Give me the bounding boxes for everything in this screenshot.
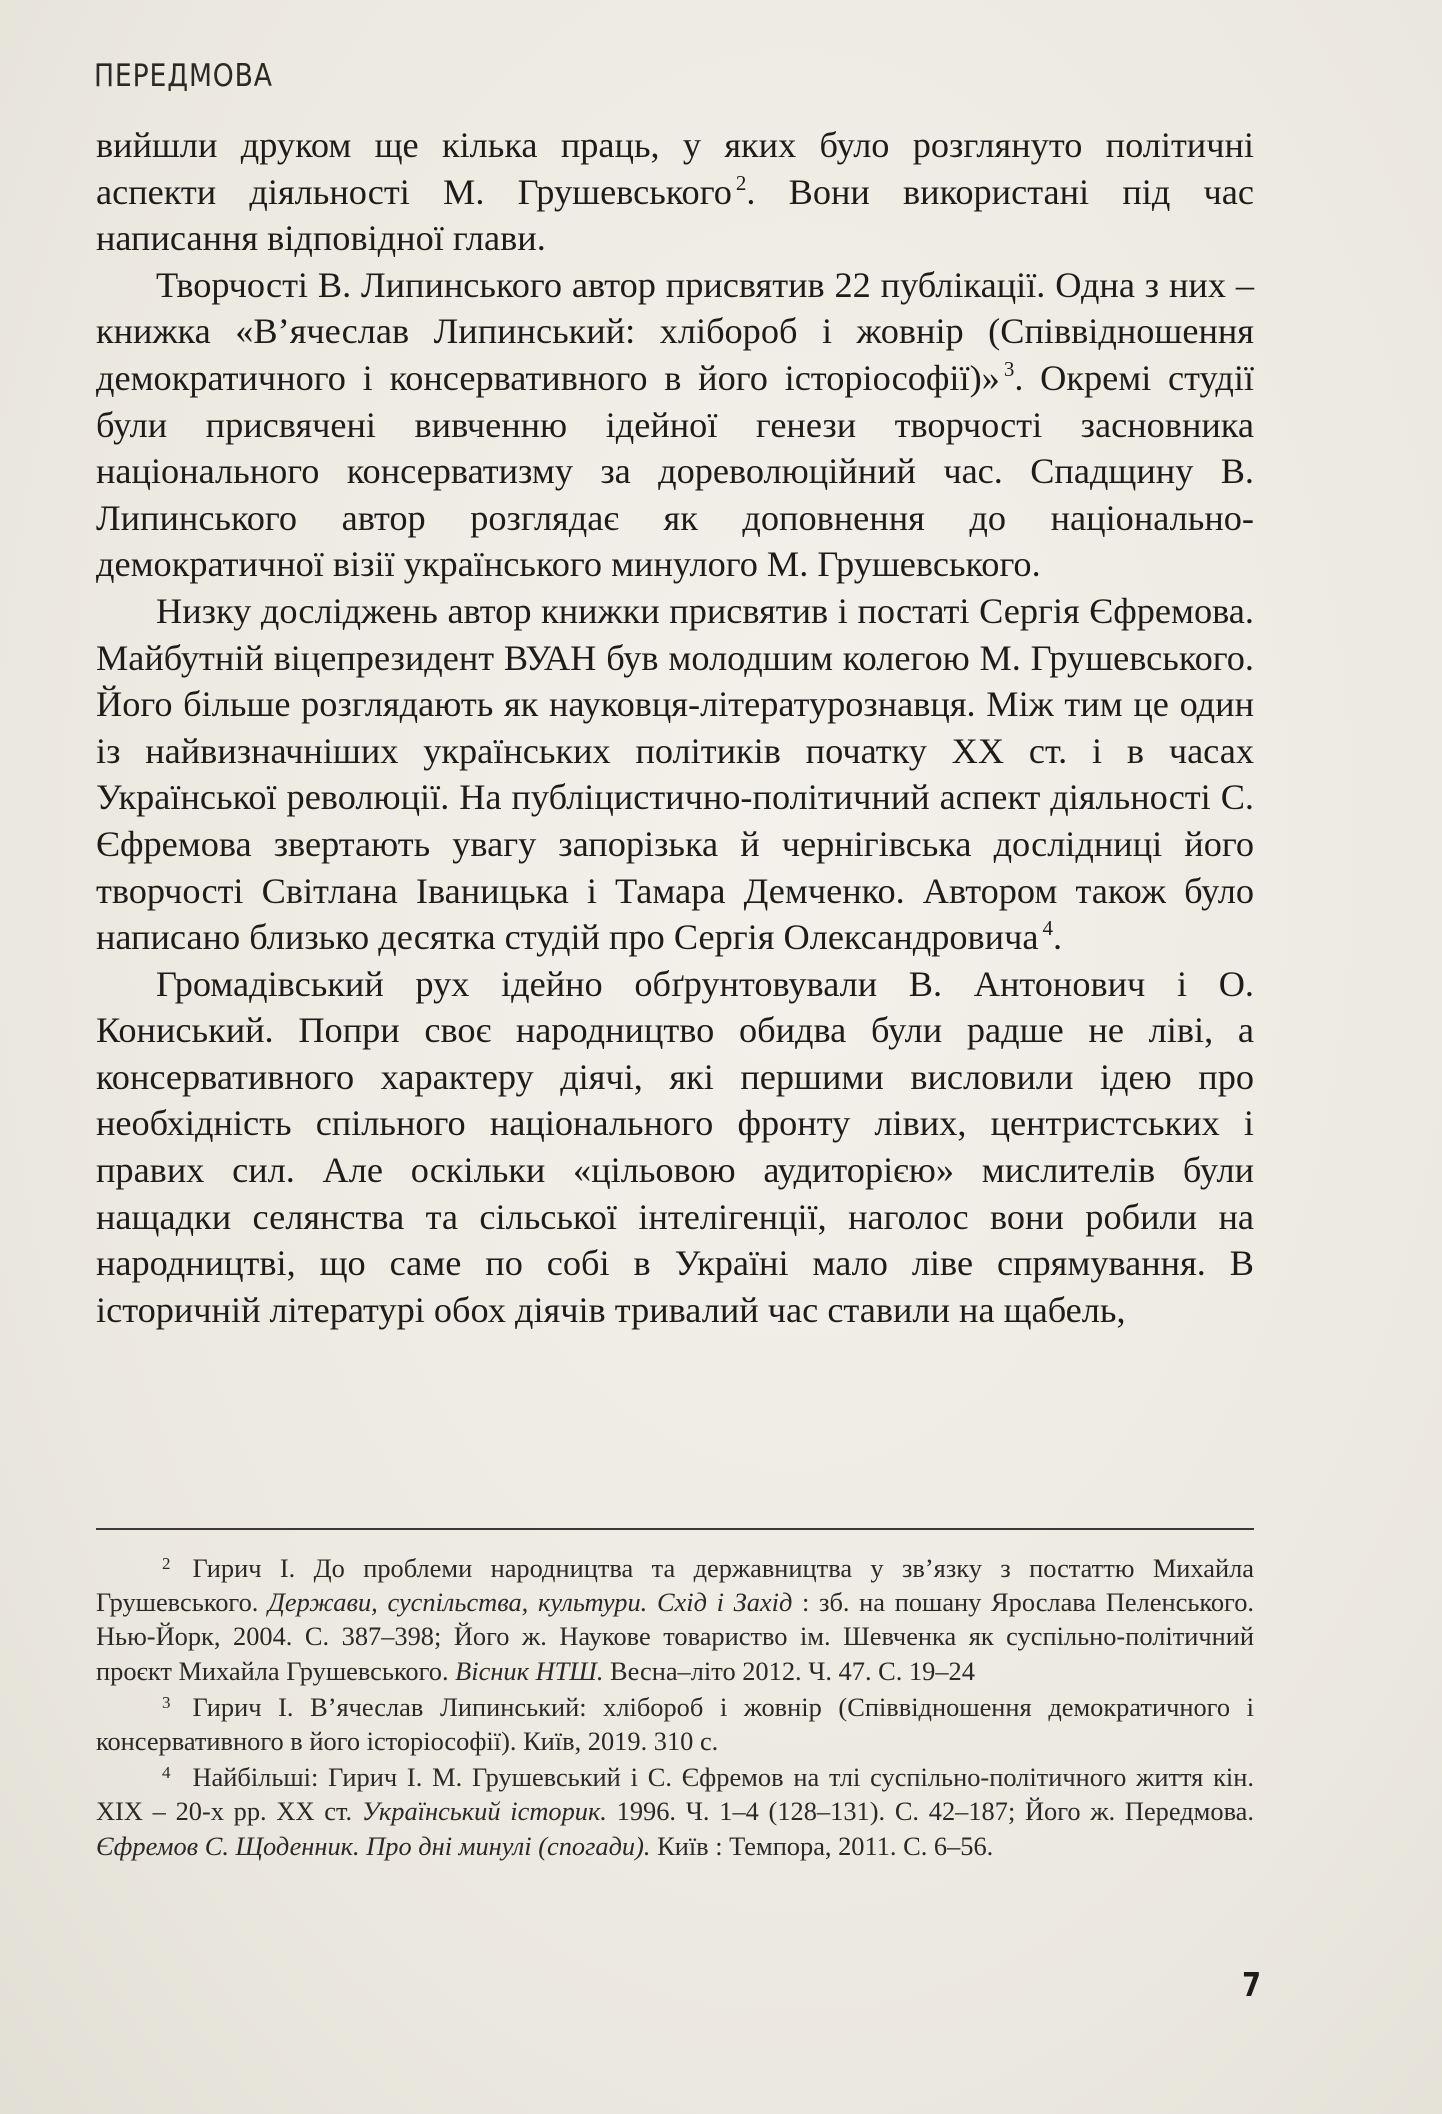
footnote-text: Гирич І. До проблеми народництва та державництва у зв’язку з постаттю Михайла Грушевського. [96, 1553, 1254, 1618]
footnote-italic: Вісник НТШ. [455, 1655, 604, 1686]
footnote-text: 1996. Ч. 1–4 (128–131). С. 42–187; Його ж. Передмова. [606, 1796, 1254, 1827]
footnote-italic: Держави, суспільства, культури. Схід і Захід [268, 1587, 793, 1618]
running-head: ПЕРЕДМОВА [94, 58, 273, 94]
paragraph-4 [96, 961, 1254, 1334]
footnote-text: Весна–літо 2012. Ч. 47. С. 19–24 [603, 1655, 975, 1686]
paragraph-2-text: Творчості В. Липинського автор присвятив 22 публікації. Одна з них – книжка «В’ячеслав Липинський: хлібороб і жовнір (Співвідношення демократичного і консервативного в його історіософії)» [96, 264, 1254, 398]
page-number: 7 [1242, 1965, 1261, 2004]
footnote-number: 3 [162, 1692, 171, 1712]
paragraph-1-tail: . Вони використані під час написання відповідної глави. [96, 171, 1255, 259]
footnote-2 [96, 1551, 1254, 1688]
footnote-rule [96, 1528, 1254, 1530]
paragraph-2-tail: . Окремі студії були присвячені вивченню ідейної генези творчості засновника національного консерватизму за дореволюційний час. Спадщину В. Липинського автор розглядає як доповнення до національно-демократичної візії українського минулого М. Грушевського. [96, 357, 1254, 585]
footnote-italic: Єфремов С. Щоденник. Про дні минулі (спогади). [96, 1830, 651, 1861]
paragraph-4-text: Громадівський рух ідейно обґрунтовували В. Антонович і О. Кониський. Попри своє народництво обидва були радше не ліві, а консервативного характеру діячі, які першими висловили ідею про необхідність спільного національного фронту лівих, центристських і правих сил. Але оскільки «цільовою аудиторією» мислителів були нащадки селянства та сільської інтелігенції, наголос вони робили на народництві, що саме по собі в Україні мало ліве спрямування. В історичній літературі обох діячів тривалий час ставили на щабель, [96, 963, 1254, 1330]
footnote-number: 2 [162, 1554, 171, 1573]
footnote-3 [96, 1690, 1254, 1758]
footnotes [96, 1551, 1254, 1865]
footnote-text: : зб. на пошану Ярослава Пеленського. Нью-Йорк, 2004. С. 387–398; Його ж. Наукове товариство ім. Шевченка як суспільно-політичний проєкт Михайла Грушевського. [96, 1587, 1254, 1686]
paragraph-1 [96, 122, 1254, 262]
paragraph-1-text: вийшли друком ще кілька праць, у яких було розглянуто політичні аспекти діяльності М. Грушевського [96, 125, 1254, 212]
footnote-ref-3[interactable]: 3 [1003, 356, 1015, 381]
paragraph-2 [96, 262, 1254, 588]
paragraph-3-tail: . [1052, 917, 1063, 958]
body-text [96, 122, 1254, 1333]
paragraph-3 [96, 588, 1254, 961]
footnote-text: Київ : Темпора, 2011. С. 6–56. [650, 1830, 994, 1861]
paragraph-3-text: Низку досліджень автор книжки присвятив і постаті Сергія Єфремова. Майбутній віцепрезидент ВУАН був молодшим колегою М. Грушевського. Його більше розглядають як науковця-літературознавця. Між тим це один із найвизначніших українських політиків початку ХХ ст. і в часах Української революції. На публіцистично-політичний аспект діяльності С. Єфремова звертають увагу запорізька й чернігівська дослідниці його творчості Світлана Іваницька і Тамара Демченко. Автором також було написано близько десятка студій про Сергія Олександровича [96, 590, 1254, 958]
footnote-text: Найбільші: Гирич І. М. Грушевський і С. Єфремов на тлі суспільно-політичного життя кін. ХІХ – 20-х рр. ХХ ст. [96, 1762, 1254, 1827]
footnote-ref-4[interactable]: 4 [1042, 916, 1053, 941]
footnote-ref-2[interactable]: 2 [735, 170, 747, 195]
footnote-text: Гирич І. В’ячеслав Липинський: хлібороб і жовнір (Співвідношення демократичного і консервативного в його історіософії). Київ, 2019. 310 с. [96, 1691, 1254, 1757]
footnote-number: 4 [162, 1763, 171, 1783]
footnote-italic: Український історик. [361, 1796, 607, 1827]
footnote-4 [96, 1760, 1254, 1863]
